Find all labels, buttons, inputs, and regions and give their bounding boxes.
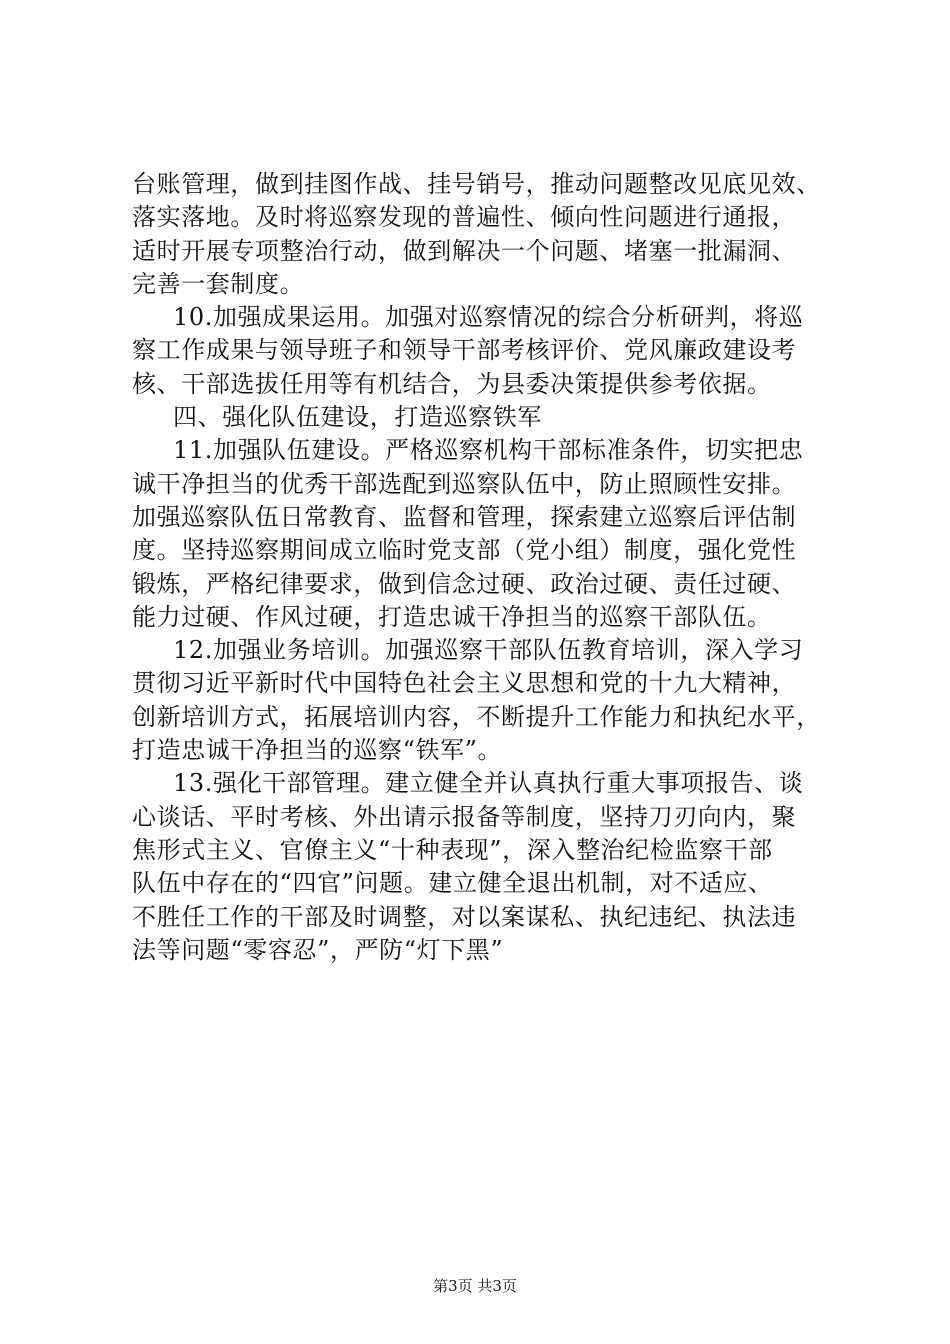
text-line: 度。坚持巡察期间成立临时党支部（党小组）制度，强化党性: [132, 536, 797, 565]
text-line: 队伍中存在的“四官”问题。建立健全退出机制，对不适应、: [132, 869, 773, 898]
text-line: 核、干部选拔任用等有机结合，为县委决策提供参考依据。: [132, 369, 772, 398]
text-line: 锻炼，严格纪律要求，做到信念过硬、政治过硬、责任过硬、: [132, 569, 797, 598]
text-line: 加强巡察队伍日常教育、监督和管理，探索建立巡察后评估制: [132, 502, 797, 531]
text-line: 贯彻习近平新时代中国特色社会主义思想和党的十九大精神，: [132, 669, 797, 698]
text-line: 打造忠诚干净担当的巡察“铁军”。: [132, 736, 503, 765]
text-line: 诚干净担当的优秀干部选配到巡察队伍中，防止照顾性安排。: [132, 469, 797, 498]
text-line: 完善一套制度。: [132, 269, 305, 298]
paragraph-13-first-line: 13.强化干部管理。建立健全并认真执行重大事项报告、谈: [173, 769, 804, 798]
document-body: [132, 168, 852, 967]
page-footer: [0, 1277, 950, 1295]
paragraph-10-first-line: 10.加强成果运用。加强对巡察情况的综合分析研判，将巡: [173, 303, 804, 332]
text-line: 焦形式主义、官僚主义“十种表现”，深入整治纪检监察干部: [132, 835, 773, 864]
text-line: 察工作成果与领导班子和领导干部考核评价、党风廉政建设考: [132, 336, 797, 365]
text-line: 能力过硬、作风过硬，打造忠诚干净担当的巡察干部队伍。: [132, 602, 772, 631]
paragraph-12-first-line: 12.加强业务培训。加强巡察干部队伍教育培训，深入学习: [173, 636, 804, 665]
text-line: 落实落地。及时将巡察发现的普遍性、倾向性问题进行通报，: [132, 203, 797, 232]
text-line: 适时开展专项整治行动，做到解决一个问题、堵塞一批漏洞、: [132, 236, 797, 265]
text-line: 台账管理，做到挂图作战、挂号销号，推动问题整改见底见效、: [132, 170, 821, 198]
text-line: 创新培训方式，拓展培训内容，不断提升工作能力和执纪水平，: [132, 702, 821, 731]
text-line: 不胜任工作的干部及时调整，对以案谋私、执纪违纪、执法违: [132, 902, 797, 931]
page-number: 第3页 共3页: [433, 1277, 517, 1295]
text-line: 心谈话、平时考核、外出请示报备等制度，坚持刀刃向内，聚: [132, 802, 797, 831]
text-line: 法等问题“零容忍”，严防“灯下黑”: [132, 935, 504, 964]
paragraph-11-first-line: 11.加强队伍建设。严格巡察机构干部标准条件，切实把忠: [173, 436, 804, 465]
section-heading: 四、强化队伍建设，打造巡察铁军: [173, 403, 542, 432]
